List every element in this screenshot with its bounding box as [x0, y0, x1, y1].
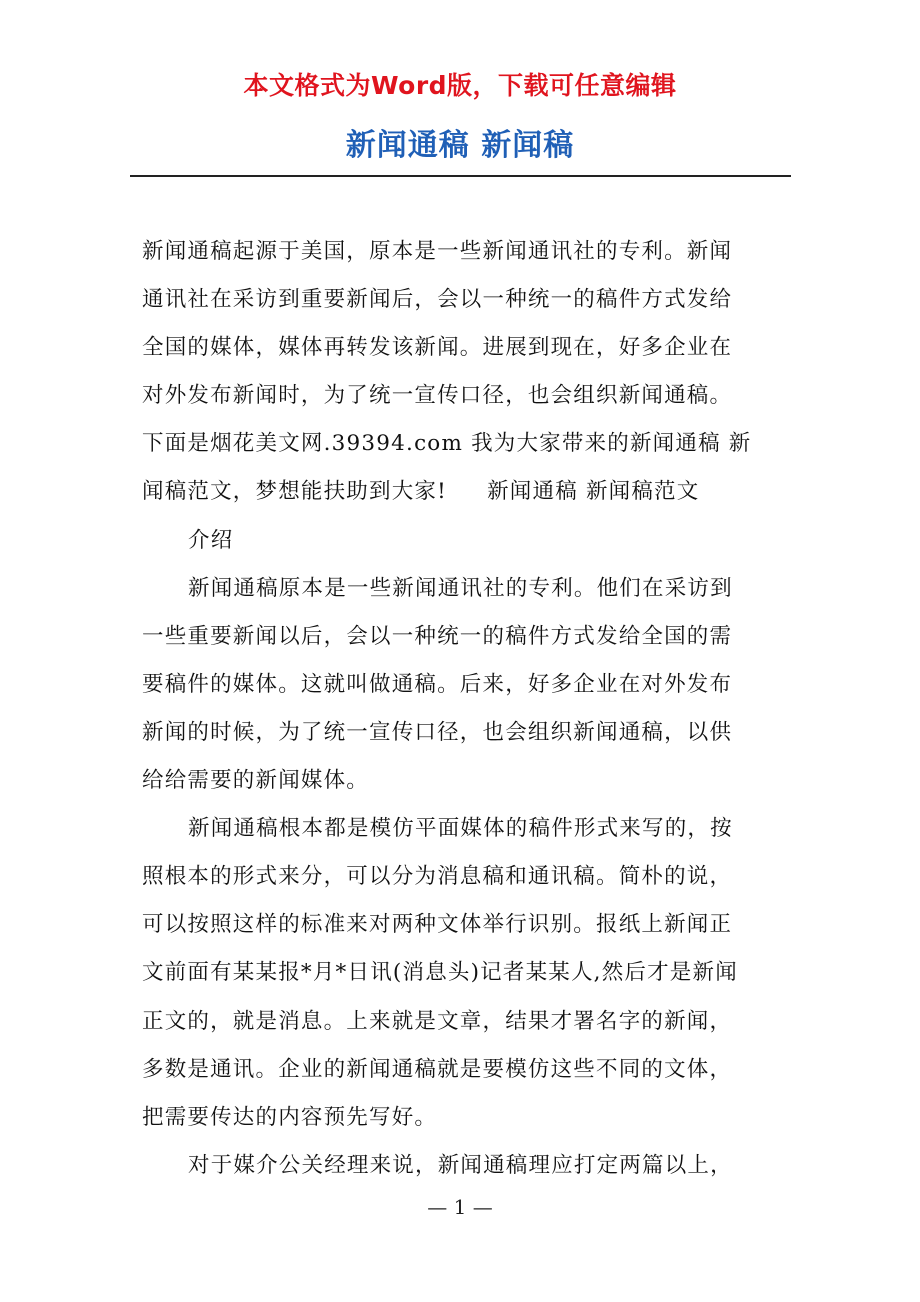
body-line: 对外发布新闻时，为了统一宣传口径，也会组织新闻通稿。	[142, 383, 733, 409]
document-title: 新闻通稿 新闻稿	[345, 128, 575, 163]
body-line: 可以按照这样的标准来对两种文体举行识别。报纸上新闻正	[142, 912, 733, 938]
body-line: 通讯社在采访到重要新闻后，会以一种统一的稿件方式发给	[142, 287, 733, 313]
body-line: 给给需要的新闻媒体。	[142, 768, 370, 794]
body-line: 把需要传达的内容预先写好。	[142, 1104, 438, 1130]
title-divider	[130, 175, 791, 177]
body-line: 新闻通稿起源于美国，原本是一些新闻通讯社的专利。新闻	[142, 239, 733, 264]
body-line: 新闻通稿原本是一些新闻通讯社的专利。他们在采访到	[188, 575, 733, 601]
body-line: 对于媒介公关经理来说，新闻通稿理应打定两篇以上，	[188, 1152, 733, 1178]
body-line: 一些重要新闻以后，会以一种统一的稿件方式发给全国的需	[142, 623, 733, 649]
body-line: 新闻通稿根本都是模仿平面媒体的稿件形式来写的，按	[188, 816, 733, 842]
format-notice-banner: 本文格式为Word版，下载可任意编辑	[243, 71, 677, 100]
body-line: 多数是通讯。企业的新闻通稿就是要模仿这些不同的文体，	[142, 1056, 733, 1082]
body-line: 闻稿范文，梦想能扶助到大家! 新闻通稿 新闻稿范文	[142, 479, 700, 505]
body-line: 下面是烟花美文网.39394.com 我为大家带来的新闻通稿 新	[142, 431, 752, 457]
body-line: 介绍	[188, 527, 234, 553]
body-line: 要稿件的媒体。这就叫做通稿。后来，好多企业在对外发布	[142, 671, 733, 697]
body-line: 照根本的形式来分，可以分为消息稿和通讯稿。简朴的说，	[142, 864, 733, 890]
body-line: 正文的，就是消息。上来就是文章，结果才署名字的新闻，	[142, 1008, 733, 1034]
document-body	[142, 228, 802, 1190]
body-line: 新闻的时候，为了统一宣传口径，也会组织新闻通稿，以供	[142, 719, 733, 745]
page-number: — 1 —	[427, 1195, 493, 1219]
body-line: 文前面有某某报*月*日讯(消息头)记者某某人,然后才是新闻	[142, 960, 738, 986]
body-line: 全国的媒体，媒体再转发该新闻。进展到现在，好多企业在	[142, 335, 733, 361]
